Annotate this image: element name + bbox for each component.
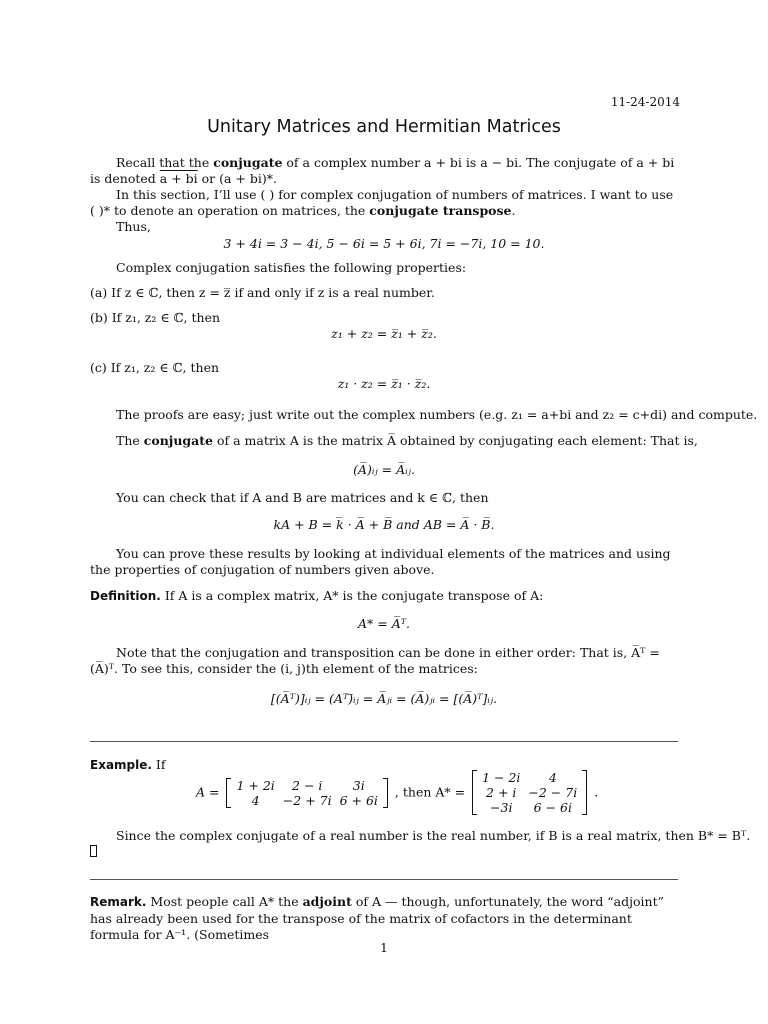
conjugate-properties-equation: kA + B = k̅ · A̅ + B̅ and AB = A̅ · B̅. (273, 517, 495, 532)
matrix-a-star-cell: −3i (490, 800, 513, 815)
matrix-a-cell: −2 + 7i (282, 792, 332, 808)
note-paragraph: Note that the conjugation and transposition can be done in either order: That is, A̅ᵀ = (A̅)ᵀ. To see this, consider the (i, j)th element of the matrices: (90, 645, 660, 677)
example-equation (196, 770, 598, 815)
qed-icon (90, 845, 97, 857)
matrix-a-star-cell: −2 − 7i (528, 785, 578, 800)
example-heading: Example. If (90, 757, 166, 772)
date: 11-24-2014 (610, 95, 680, 109)
properties-intro: Complex conjugation satisfies the following properties: (116, 260, 467, 275)
matrix-a-star-cell: 4 (548, 770, 557, 785)
property-b: (b) If z₁, z₂ ∈ ℂ, then (90, 310, 221, 325)
property-b-equation: z₁ + z₂ = z̅₁ + z̅₂. (331, 326, 437, 341)
matrix-a-star-cell: 1 − 2i (482, 770, 521, 785)
section-divider (90, 741, 678, 742)
definition-equation: A* = A̅ᵀ. (358, 616, 410, 631)
intro-paragraph-2: In this section, I’ll use ( ) for complex conjugation of numbers of matrices. I want to use ( )* to denote an operation on matrices, the conjugate transpose. (90, 187, 674, 219)
prove-paragraph: You can prove these results by looking at individual elements of the matrices and using the properties of conjugation of numbers given above. (90, 546, 671, 578)
matrix-a-star-cell: 2 + i (486, 785, 517, 800)
proofs-text: The proofs are easy; just write out the complex numbers (e.g. z₁ = a+bi and z₂ = c+di) and compute. (116, 407, 758, 422)
matrix-a-cell: 6 + 6i (339, 792, 378, 808)
conjugate-matrix-equation: (A̅)ᵢⱼ = A̅ᵢⱼ. (353, 462, 415, 477)
property-c-equation: z₁ · z₂ = z̅₁ · z̅₂. (337, 376, 431, 391)
conjugate-examples-equation: 3 + 4i = 3 − 4i, 5 − 6i = 5 + 6i, 7i = −7i, 10 = 10. (223, 236, 545, 251)
matrix-a-star (472, 770, 587, 815)
matrix-a-cell: 1 + 2i (236, 777, 275, 793)
element-equation: [(A̅ᵀ)]ᵢⱼ = (Aᵀ)̅ᵢⱼ = A̅ⱼᵢ = (A̅)ⱼᵢ = [(A̅)ᵀ]ᵢⱼ. (270, 691, 498, 706)
since-text: Since the complex conjugate of a real number is the real number, if B is a real matrix, then B* = Bᵀ. (116, 828, 751, 843)
section-divider (90, 879, 678, 880)
then-text: , then A* = (394, 784, 466, 800)
matrix-a-cell: 4 (251, 792, 260, 808)
matrix-a-label: A = (196, 784, 220, 800)
property-a: (a) If z ∈ ℂ, then z = z̅ if and only if z is a real number. (90, 285, 435, 300)
matrix-a-cell: 2 − i (292, 777, 323, 793)
definition: Definition. If A is a complex matrix, A* is the conjugate transpose of A: (90, 588, 544, 603)
page-title: Unitary Matrices and Hermitian Matrices (207, 117, 561, 137)
page-number: 1 (380, 940, 388, 955)
thus-text: Thus, (116, 219, 151, 234)
equation-period: . (594, 784, 599, 800)
matrix-a (226, 778, 387, 808)
remark-paragraph: Remark. Most people call A* the adjoint of A — though, unfortunately, the word “adjoint” has already been used for the transpose of the matrix of cofactors in the determinant formula for A⁻¹. (Sometimes (90, 894, 664, 942)
matrix-a-star-cell: 6 − 6i (533, 800, 572, 815)
conjugate-matrix-text: The conjugate of a matrix A is the matrix A̅ obtained by conjugating each element: That is, (116, 433, 698, 448)
intro-paragraph-1: Recall that the conjugate of a complex number a + bi is a − bi. The conjugate of a + bi is denoted a + bi or (a + bi)*. (90, 155, 675, 187)
check-text: You can check that if A and B are matrices and k ∈ ℂ, then (116, 490, 489, 505)
matrix-a-cell: 3i (352, 777, 365, 793)
property-c: (c) If z₁, z₂ ∈ ℂ, then (90, 360, 220, 375)
